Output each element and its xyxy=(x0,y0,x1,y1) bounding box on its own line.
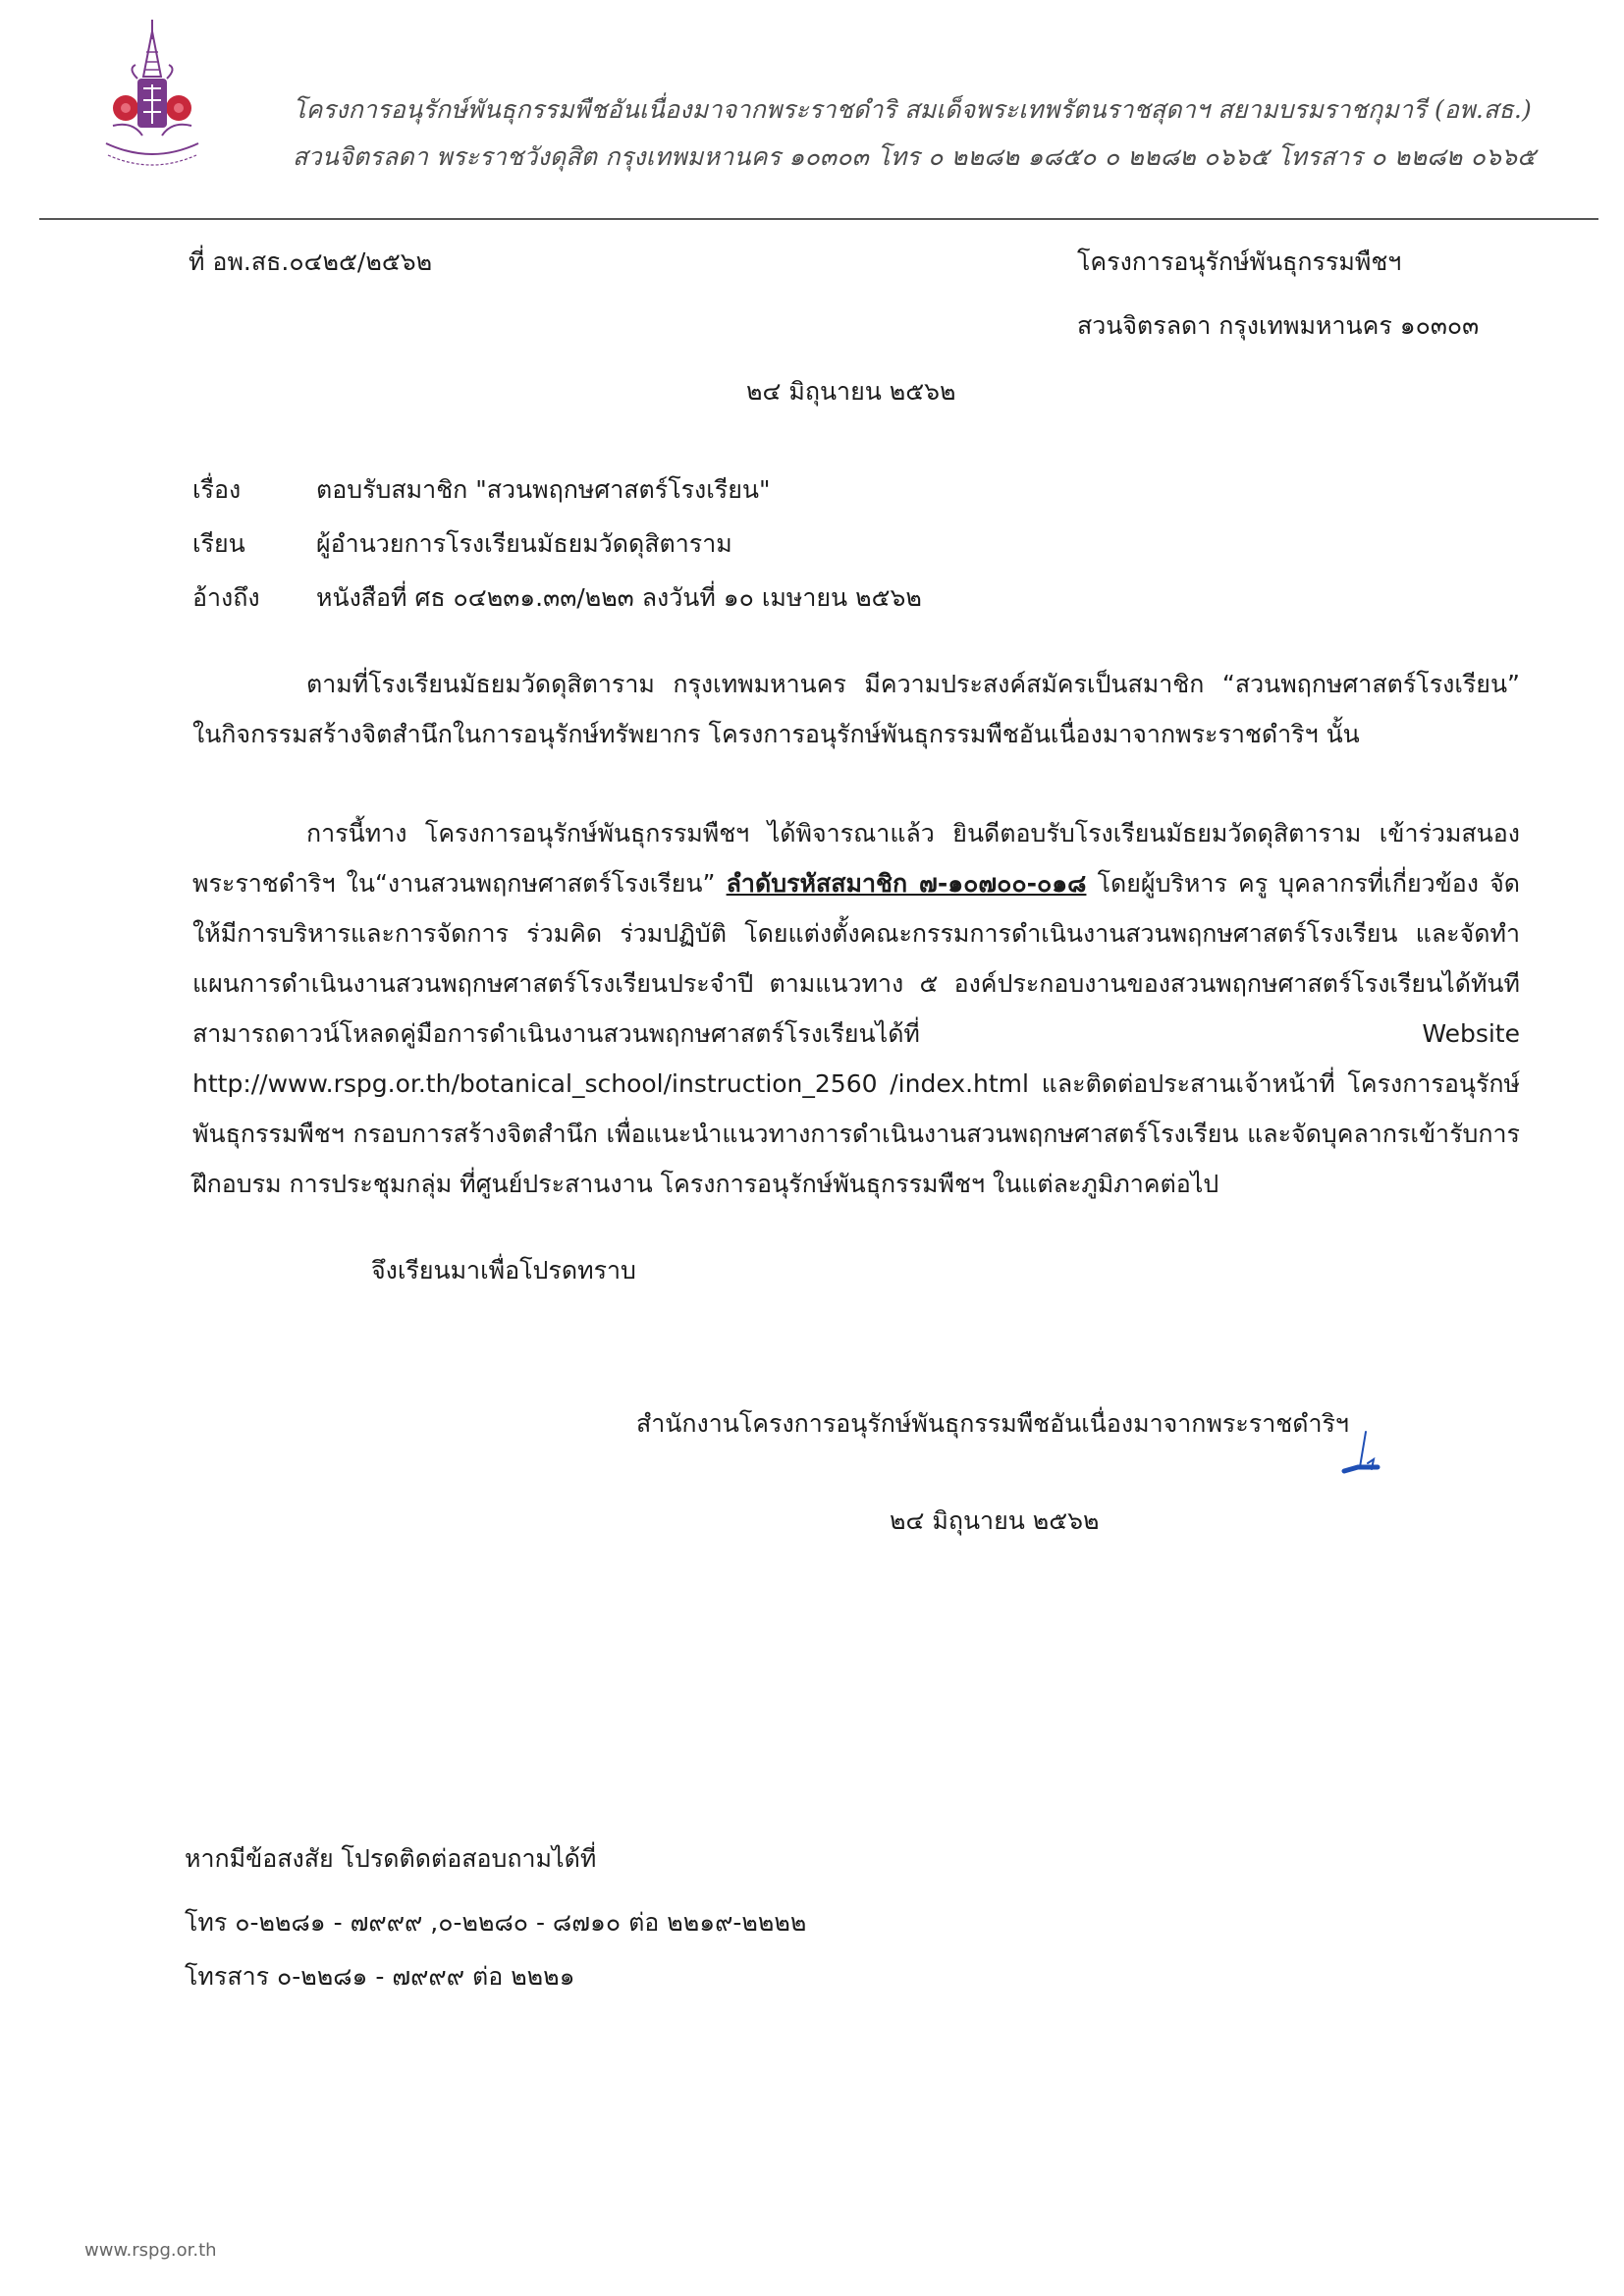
paragraph-1-text: ตามที่โรงเรียนมัธยมวัดดุสิตาราม กรุงเทพมหานคร มีความประสงค์สมัครเป็นสมาชิก “สวนพฤกษศาสตร์โรงเรียน” ในกิจกรรมสร้างจิตสำนึกในการอนุรักษ์ทรัพยากร โครงการอนุรักษ์พันธุกรรมพืชอันเนื่องมาจากพระราชดำริฯ นั้น xyxy=(192,670,1520,748)
document-reference-number: ที่ อพ.สธ.๐๔๒๕/๒๕๖๒ xyxy=(189,247,433,276)
header-divider xyxy=(39,218,1598,220)
footer-website: www.rspg.or.th xyxy=(84,2240,217,2261)
signer-office: สำนักงานโครงการอนุรักษ์พันธุกรรมพืชอันเนื่องมาจากพระราชดำริฯ xyxy=(636,1409,1349,1438)
paragraph-2-text-a: การนี้ทาง โครงการอนุรักษ์พันธุกรรมพืชฯ ได้พิจารณาแล้ว ยินดีตอบรับโรงเรียนมัธยมวัดดุสิตาราม เข้าร่วมสนองพระราชดำริฯ ใน“งานสวนพฤกษศาสตร์โรงเรียน” xyxy=(192,819,1520,898)
contact-phone: โทร ๐-๒๒๘๑ - ๗๙๙๙ ,๐-๒๒๘๐ - ๘๗๑๐ ต่อ ๒๒๑๙-๒๒๒๒ xyxy=(185,1908,807,1937)
body-paragraph-2 xyxy=(192,808,1520,1209)
contact-fax: โทรสาร ๐-๒๒๘๑ - ๗๙๙๙ ต่อ ๒๒๒๑ xyxy=(185,1962,575,1991)
recipient-text: ผู้อำนวยการโรงเรียนมัธยมวัดดุสิตาราม xyxy=(316,529,732,558)
signature-date: ๒๔ มิถุนายน ๒๕๖๒ xyxy=(890,1506,1100,1535)
closing-line: จึงเรียนมาเพื่อโปรดทราบ xyxy=(371,1256,636,1285)
project-emblem-logo xyxy=(98,18,206,175)
body-paragraph-1 xyxy=(192,659,1520,759)
letter-date: ๒๔ มิถุนายน ๒๕๖๒ xyxy=(746,377,956,406)
recipient-label: เรียน xyxy=(192,529,245,558)
member-code: ลำดับรหัสสมาชิก ๗-๑๐๗๐๐-๐๑๘ xyxy=(726,869,1087,898)
contact-heading: หากมีข้อสงสัย โปรดติดต่อสอบถามได้ที่ xyxy=(185,1844,597,1873)
header-project-name: โครงการอนุรักษ์พันธุกรรมพืชอันเนื่องมาจากพระราชดำริ สมเด็จพระเทพรัตนราชสุดาฯ สยามบรมราชกุมารี (อพ.สธ.) xyxy=(293,95,1532,124)
reference-label: อ้างถึง xyxy=(192,583,260,612)
signature-mark xyxy=(1321,1424,1399,1478)
sender-address: สวนจิตรลดา กรุงเทพมหานคร ๑๐๓๐๓ xyxy=(1077,311,1480,340)
reference-text: หนังสือที่ ศธ ๐๔๒๓๑.๓๓/๒๒๓ ลงวันที่ ๑๐ เมษายน ๒๕๖๒ xyxy=(316,583,922,612)
subject-text: ตอบรับสมาชิก "สวนพฤกษศาสตร์โรงเรียน" xyxy=(316,475,771,504)
paragraph-2-text-b: โดยผู้บริหาร ครู บุคลากรที่เกี่ยวข้อง จัดให้มีการบริหารและการจัดการ ร่วมคิด ร่วมปฏิบัติ โดยแต่งตั้งคณะกรรมการดำเนินงานสวนพฤกษศาสตร์โรงเรียน และจัดทำแผนการดำเนินงานสวนพฤกษศาสตร์โรงเรียนประจำปี ตามแนวทาง ๕ องค์ประกอบงานของสวนพฤกษศาสตร์โรงเรียนได้ทันที สามารถดาวน์โหลดคู่มือการดำเนินงานสวนพฤกษศาสตร์โรงเรียนได้ที่ Website http://www.rspg.or.th/botanical_school/instruction_2560 /index.html และติดต่อประสานเจ้าหน้าที่ โครงการอนุรักษ์พันธุกรรมพืชฯ กรอบการสร้างจิตสำนึก เพื่อแนะนำแนวทางการดำเนินงานสวนพฤกษศาสตร์โรงเรียน และจัดบุคลากรเข้ารับการฝึกอบรม การประชุมกลุ่ม ที่ศูนย์ประสานงาน โครงการอนุรักษ์พันธุกรรมพืชฯ ในแต่ละภูมิภาคต่อไป xyxy=(192,869,1521,1198)
header-address-contact: สวนจิตรลดา พระราชวังดุสิต กรุงเทพมหานคร ๑๐๓๐๓ โทร ๐ ๒๒๘๒ ๑๘๕๐ ๐ ๒๒๘๒ ๐๖๖๕ โทรสาร ๐ ๒๒๘๒ ๐๖๖๕ xyxy=(293,142,1537,171)
sender-name: โครงการอนุรักษ์พันธุกรรมพืชฯ xyxy=(1077,247,1402,276)
subject-label: เรื่อง xyxy=(192,475,242,504)
